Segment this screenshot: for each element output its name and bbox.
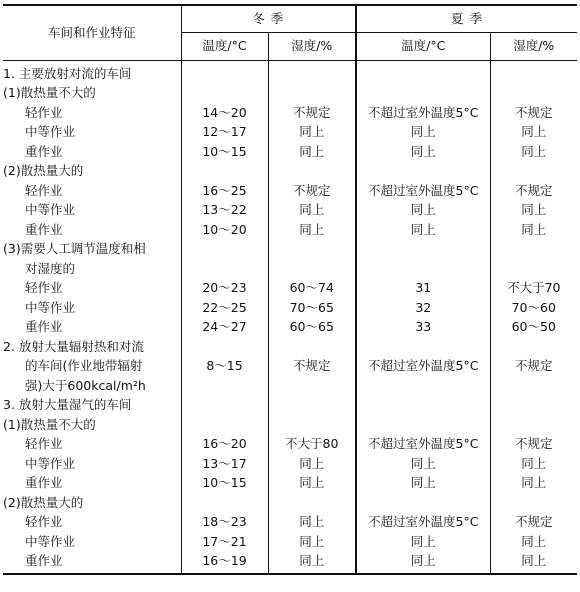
header-winter: 冬 季	[181, 5, 356, 33]
winter-humidity-cell: 同上	[268, 142, 356, 162]
table-row	[3, 123, 577, 143]
row-label: 中等作业	[25, 202, 76, 217]
table-row	[3, 337, 577, 357]
summer-temp-cell	[356, 240, 490, 260]
winter-temp-cell: 18～23	[181, 513, 268, 533]
winter-humidity-cell: 同上	[268, 220, 356, 240]
summer-humidity-cell	[490, 493, 577, 513]
summer-humidity-cell	[490, 84, 577, 104]
summer-temp-cell: 同上	[356, 201, 490, 221]
winter-temp-cell: 16～20	[181, 435, 268, 455]
row-label: 中等作业	[25, 124, 76, 139]
row-label: 中等作业	[25, 533, 76, 549]
row-label: 1. 主要放射对流的车间	[3, 65, 132, 81]
summer-temp-cell	[356, 84, 490, 104]
summer-temp-cell: 32	[356, 298, 490, 318]
summer-humidity-cell: 同上	[490, 123, 577, 143]
row-label: (1)散热量不大的	[3, 85, 96, 100]
winter-temp-cell: 10～15	[181, 142, 268, 162]
row-label: 重作业	[25, 143, 63, 159]
row-label: 中等作业	[25, 455, 76, 471]
row-label: 的车间(作业地带辐射	[25, 358, 143, 373]
winter-humidity-cell	[268, 415, 356, 435]
header-summer-humidity: 湿度/%	[490, 33, 577, 61]
summer-temp-cell	[356, 162, 490, 182]
summer-temp-cell: 同上	[356, 532, 490, 552]
summer-humidity-cell: 不大于70	[490, 279, 577, 299]
summer-humidity-cell: 同上	[490, 474, 577, 494]
summer-temp-cell	[356, 396, 490, 416]
row-label: 2. 放射大量辐射热和对流	[3, 338, 144, 354]
winter-humidity-cell	[268, 84, 356, 104]
table-row	[3, 396, 577, 416]
table-row	[3, 298, 577, 318]
summer-humidity-cell: 不规定	[490, 513, 577, 533]
winter-humidity-cell	[268, 162, 356, 182]
table-row	[3, 181, 577, 201]
winter-temp-cell: 22～25	[181, 298, 268, 318]
table-row	[3, 201, 577, 221]
winter-temp-cell	[181, 84, 268, 104]
row-label: 轻作业	[25, 182, 63, 198]
winter-temp-cell	[181, 376, 268, 396]
summer-humidity-cell	[490, 259, 577, 279]
summer-humidity-cell: 同上	[490, 201, 577, 221]
table-row	[3, 162, 577, 182]
winter-temp-cell: 16～19	[181, 552, 268, 575]
summer-humidity-cell	[490, 415, 577, 435]
summer-temp-cell: 不超过室外温度5°C	[356, 435, 490, 455]
table-row	[3, 532, 577, 552]
summer-humidity-cell	[490, 61, 577, 84]
summer-temp-cell: 同上	[356, 454, 490, 474]
winter-temp-cell: 8～15	[181, 357, 268, 377]
row-label: 重作业	[25, 553, 63, 568]
summer-humidity-cell: 同上	[490, 454, 577, 474]
summer-humidity-cell: 同上	[490, 552, 577, 575]
row-label: 重作业	[25, 221, 63, 237]
winter-temp-cell: 10～20	[181, 220, 268, 240]
table-row	[3, 142, 577, 162]
header-summer-temp: 温度/°C	[356, 33, 490, 61]
winter-humidity-cell: 不规定	[268, 357, 356, 377]
row-label: (2)散热量大的	[3, 163, 84, 178]
table-row	[3, 103, 577, 123]
winter-temp-cell: 10～15	[181, 474, 268, 494]
summer-humidity-cell	[490, 337, 577, 357]
table-row	[3, 454, 577, 474]
summer-humidity-cell: 同上	[490, 142, 577, 162]
table-row	[3, 415, 577, 435]
row-label: 强)大于600kcal/m²h	[25, 377, 146, 393]
summer-humidity-cell: 不规定	[490, 435, 577, 455]
summer-temp-cell: 不超过室外温度5°C	[356, 181, 490, 201]
winter-humidity-cell: 同上	[268, 123, 356, 143]
table-row	[3, 84, 577, 104]
winter-temp-cell: 13～22	[181, 201, 268, 221]
summer-humidity-cell: 不规定	[490, 103, 577, 123]
summer-temp-cell: 不超过室外温度5°C	[356, 513, 490, 533]
winter-temp-cell: 24～27	[181, 318, 268, 338]
summer-temp-cell: 同上	[356, 474, 490, 494]
winter-humidity-cell	[268, 376, 356, 396]
row-label: 重作业	[25, 319, 63, 334]
winter-temp-cell	[181, 415, 268, 435]
workshop-climate-table	[3, 4, 577, 575]
table-row	[3, 552, 577, 575]
header-feature: 车间和作业特征	[3, 5, 181, 61]
summer-humidity-cell	[490, 240, 577, 260]
table-row	[3, 474, 577, 494]
winter-humidity-cell	[268, 240, 356, 260]
table-row	[3, 493, 577, 513]
winter-temp-cell: 12～17	[181, 123, 268, 143]
winter-temp-cell: 14～20	[181, 103, 268, 123]
summer-temp-cell: 同上	[356, 552, 490, 575]
row-label: (3)需要人工调节温度和相	[3, 241, 146, 256]
summer-temp-cell: 同上	[356, 142, 490, 162]
table-row	[3, 435, 577, 455]
summer-temp-cell	[356, 376, 490, 396]
row-label: 重作业	[25, 475, 63, 490]
table-row	[3, 376, 577, 396]
table-row	[3, 279, 577, 299]
winter-humidity-cell: 同上	[268, 454, 356, 474]
summer-temp-cell: 同上	[356, 220, 490, 240]
summer-temp-cell: 不超过室外温度5°C	[356, 357, 490, 377]
winter-humidity-cell: 不规定	[268, 181, 356, 201]
winter-temp-cell	[181, 240, 268, 260]
summer-temp-cell: 同上	[356, 123, 490, 143]
header-winter-humidity: 湿度/%	[268, 33, 356, 61]
summer-temp-cell: 33	[356, 318, 490, 338]
winter-humidity-cell	[268, 396, 356, 416]
summer-humidity-cell	[490, 376, 577, 396]
summer-humidity-cell: 60～50	[490, 318, 577, 338]
summer-temp-cell: 31	[356, 279, 490, 299]
row-label: 轻作业	[25, 104, 63, 120]
summer-humidity-cell	[490, 162, 577, 182]
summer-temp-cell: 不超过室外温度5°C	[356, 103, 490, 123]
winter-temp-cell	[181, 396, 268, 416]
winter-temp-cell: 13～17	[181, 454, 268, 474]
row-label: 轻作业	[25, 436, 63, 451]
summer-humidity-cell: 同上	[490, 220, 577, 240]
summer-temp-cell	[356, 415, 490, 435]
winter-temp-cell	[181, 493, 268, 513]
winter-humidity-cell: 60～65	[268, 318, 356, 338]
summer-humidity-cell: 同上	[490, 532, 577, 552]
row-label: 3. 放射大量湿气的车间	[3, 397, 132, 412]
summer-humidity-cell: 不规定	[490, 181, 577, 201]
row-label: 轻作业	[25, 514, 63, 529]
summer-humidity-cell	[490, 396, 577, 416]
winter-humidity-cell: 不规定	[268, 103, 356, 123]
table-row	[3, 318, 577, 338]
summer-humidity-cell: 不规定	[490, 357, 577, 377]
summer-humidity-cell: 70～60	[490, 298, 577, 318]
winter-temp-cell	[181, 162, 268, 182]
winter-humidity-cell: 60～74	[268, 279, 356, 299]
winter-temp-cell	[181, 337, 268, 357]
summer-temp-cell	[356, 259, 490, 279]
winter-humidity-cell: 同上	[268, 532, 356, 552]
row-label: (2)散热量大的	[3, 494, 84, 510]
winter-humidity-cell	[268, 259, 356, 279]
row-label: 轻作业	[25, 280, 63, 295]
table-row	[3, 513, 577, 533]
table-body	[3, 61, 577, 575]
table-row	[3, 61, 577, 84]
row-label: 对湿度的	[25, 260, 76, 276]
table-row	[3, 357, 577, 377]
winter-humidity-cell: 不大于80	[268, 435, 356, 455]
winter-humidity-cell	[268, 337, 356, 357]
summer-temp-cell	[356, 493, 490, 513]
winter-temp-cell	[181, 259, 268, 279]
summer-temp-cell	[356, 61, 490, 84]
table-row	[3, 259, 577, 279]
winter-humidity-cell: 同上	[268, 513, 356, 533]
winter-humidity-cell: 同上	[268, 201, 356, 221]
winter-humidity-cell: 同上	[268, 552, 356, 575]
header-winter-temp: 温度/°C	[181, 33, 268, 61]
winter-temp-cell: 17～21	[181, 532, 268, 552]
table-row	[3, 240, 577, 260]
header-summer: 夏 季	[356, 5, 577, 33]
table-row	[3, 220, 577, 240]
row-label: 中等作业	[25, 299, 76, 315]
winter-humidity-cell: 同上	[268, 474, 356, 494]
winter-temp-cell: 20～23	[181, 279, 268, 299]
winter-humidity-cell	[268, 493, 356, 513]
winter-temp-cell	[181, 61, 268, 84]
summer-temp-cell	[356, 337, 490, 357]
row-label: (1)散热量不大的	[3, 416, 96, 432]
winter-humidity-cell	[268, 61, 356, 84]
winter-humidity-cell: 70～65	[268, 298, 356, 318]
winter-temp-cell: 16～25	[181, 181, 268, 201]
